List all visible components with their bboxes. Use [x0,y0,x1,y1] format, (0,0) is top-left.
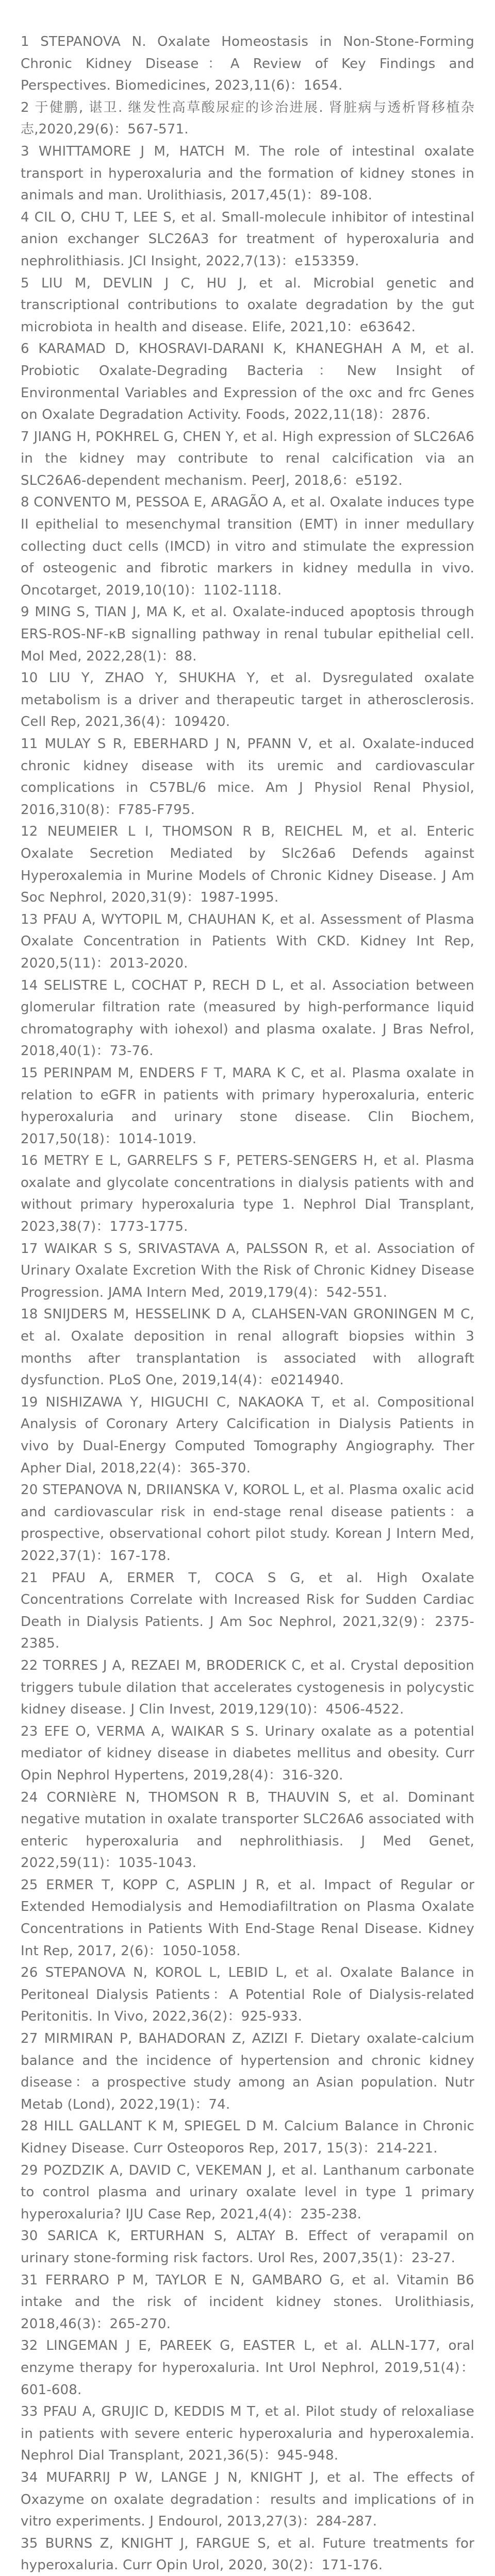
reference-item: 31 FERRARO P M, TAYLOR E N, GAMBARO G, et al. Vitamin B6 intake and the risk of incident kidney stones. Urolithiasis, 2018,46(3)：265-270. [21,2272,474,2332]
reference-item: 19 NISHIZAWA Y, HIGUCHI C, NAKAOKA T, et al. Compositional Analysis of Coronary Artery Calcification in Dialysis Patients in vivo by Dual-Energy Computed Tomography Angiography. Ther Apher Dial, 2018,22(4)：365-370. [21,1394,474,1476]
reference-item: 32 LINGEMAN J E, PAREEK G, EASTER L, et al. ALLN-177, oral enzyme therapy for hyperoxaluria. Int Urol Nephrol, 2019,51(4)：601-608. [21,2338,474,2398]
reference-item: 2 于健鹏, 谌卫. 继发性高草酸尿症的诊治进展. 肾脏病与透析肾移植杂志,2020,29(6)：567-571. [21,99,474,138]
reference-item: 33 PFAU A, GRUJIC D, KEDDIS M T, et al. Pilot study of reloxaliase in patients with severe enteric hyperoxaluria and hyperoxalemia. Nephrol Dial Transplant, 2021,36(5)：945-948. [21,2404,474,2464]
reference-item: 24 CORNIèRE N, THOMSON R B, THAUVIN S, et al. Dominant negative mutation in oxalate transporter SLC26A6 associated with enteric hyperoxaluria and nephrolithiasis. J Med Genet, 2022,59(11)：1035-1043. [21,1789,474,1871]
reference-item: 17 WAIKAR S S, SRIVASTAVA A, PALSSON R, et al. Association of Urinary Oxalate Excretion With the Risk of Chronic Kidney Disease Progression. JAMA Intern Med, 2019,179(4)：542-551. [21,1241,474,1300]
reference-item: 35 BURNS Z, KNIGHT J, FARGUE S, et al. Future treatments for hyperoxaluria. Curr Opin Urol, 2020, 30(2)：171-176. [21,2535,474,2573]
reference-item: 7 JIANG H, POKHREL G, CHEN Y, et al. High expression of SLC26A6 in the kidney may contribute to renal calcification via an SLC26A6-dependent mechanism. PeerJ, 2018,6：e5192. [21,429,474,488]
reference-item: 29 POZDZIK A, DAVID C, VEKEMAN J, et al. Lanthanum carbonate to control plasma and urinary oxalate level in type 1 primary hyperoxaluria? IJU Case Rep, 2021,4(4)：235-238. [21,2162,474,2222]
reference-item: 14 SELISTRE L, COCHAT P, RECH D L, et al. Association between glomerular filtration rate (measured by high-performance liquid chromatography with iohexol) and plasma oxalate. J Bras Nefrol, 2018,40(1)：73-76. [21,977,474,1059]
reference-item: 26 STEPANOVA N, KOROL L, LEBID L, et al. Oxalate Balance in Peritoneal Dialysis Patients：A Potential Role of Dialysis-related Peritonitis. In Vivo, 2022,36(2)：925-933. [21,1965,474,2025]
reference-item: 22 TORRES J A, REZAEI M, BRODERICK C, et al. Crystal deposition triggers tubule dilation that accelerates cystogenesis in polycystic kidney disease. J Clin Invest, 2019,129(10)：4506-4522. [21,1657,474,1718]
reference-item: 6 KARAMAD D, KHOSRAVI-DARANI K, KHANEGHAH A M, et al. Probiotic Oxalate-Degrading Bacteria：New Insight of Environmental Variables and Expression of the oxc and frc Genes on Oxalate Degradation Activity. Foods, 2022,11(18)：2876. [21,341,474,423]
reference-item: 3 WHITTAMORE J M, HATCH M. The role of intestinal oxalate transport in hyperoxaluria and the formation of kidney stones in animals and man. Urolithiasis, 2017,45(1)：89-108. [21,143,474,204]
reference-item: 4 CIL O, CHU T, LEE S, et al. Small-molecule inhibitor of intestinal anion exchanger SLC26A3 for treatment of hyperoxaluria and nephrolithiasis. JCI Insight, 2022,7(13)：e153359. [21,209,474,269]
reference-item: 8 CONVENTO M, PESSOA E, ARAGÃO A, et al. Oxalate induces type II epithelial to mesenchymal transition (EMT) in inner medullary collecting duct cells (IMCD) in vitro and stimulate the expression of osteogenic and fibrotic markers in kidney medulla in vivo. Oncotarget, 2019,10(10)：1102-1118. [21,495,474,598]
reference-item: 11 MULAY S R, EBERHARD J N, PFANN V, et al. Oxalate-induced chronic kidney disease with its uremic and cardiovascular complications in C57BL/6 mice. Am J Physiol Renal Physiol, 2016,310(8)：F785-F795. [21,736,474,818]
reference-item: 25 ERMER T, KOPP C, ASPLIN J R, et al. Impact of Regular or Extended Hemodialysis and Hemodiafiltration on Plasma Oxalate Concentrations in Patients With End-Stage Renal Disease. Kidney Int Rep, 2017, 2(6)：1050-1058. [21,1877,474,1959]
reference-item: 12 NEUMEIER L I, THOMSON R B, REICHEL M, et al. Enteric Oxalate Secretion Mediated by Slc26a6 Defends against Hyperoxalemia in Murine Models of Chronic Kidney Disease. J Am Soc Nephrol, 2020,31(9)：1987-1995. [21,824,474,906]
reference-list [21,31,474,2576]
reference-item: 13 PFAU A, WYTOPIL M, CHAUHAN K, et al. Assessment of Plasma Oxalate Concentration in Patients With CKD. Kidney Int Rep, 2020,5(11)：2013-2020. [21,911,474,971]
reference-item: 34 MUFARRIJ P W, LANGE J N, KNIGHT J, et al. The effects of Oxazyme on oxalate degradation：results and implications of in vitro experiments. J Endourol, 2013,27(3)：284-287. [21,2469,474,2530]
reference-item: 15 PERINPAM M, ENDERS F T, MARA K C, et al. Plasma oxalate in relation to eGFR in patients with primary hyperoxaluria, enteric hyperoxaluria and urinary stone disease. Clin Biochem, 2017,50(18)：1014-1019. [21,1065,474,1147]
reference-item: 21 PFAU A, ERMER T, COCA S G, et al. High Oxalate Concentrations Correlate with Increased Risk for Sudden Cardiac Death in Dialysis Patients. J Am Soc Nephrol, 2021,32(9)：2375-2385. [21,1570,474,1652]
reference-item: 20 STEPANOVA N, DRIIANSKA V, KOROL L, et al. Plasma oxalic acid and cardiovascular risk in end-stage renal disease patients：a prospective, observational cohort pilot study. Korean J Intern Med, 2022,37(1)：167-178. [21,1482,474,1564]
reference-item: 23 EFE O, VERMA A, WAIKAR S S. Urinary oxalate as a potential mediator of kidney disease in diabetes mellitus and obesity. Curr Opin Nephrol Hypertens, 2019,28(4)：316-320. [21,1723,474,1783]
reference-item: 10 LIU Y, ZHAO Y, SHUKHA Y, et al. Dysregulated oxalate metabolism is a driver and therapeutic target in atherosclerosis. Cell Rep, 2021,36(4)：109420. [21,670,474,730]
reference-item: 30 SARICA K, ERTURHAN S, ALTAY B. Effect of verapamil on urinary stone-forming risk factors. Urol Res, 2007,35(1)：23-27. [21,2228,474,2266]
reference-item: 16 METRY E L, GARRELFS S F, PETERS-SENGERS H, et al. Plasma oxalate and glycolate concentrations in dialysis patients with and without primary hyperoxaluria type 1. Nephrol Dial Transplant, 2023,38(7)：1773-1775. [21,1153,474,1235]
reference-item: 9 MING S, TIAN J, MA K, et al. Oxalate-induced apoptosis through ERS-ROS-NF-κB signalling pathway in renal tubular epithelial cell. Mol Med, 2022,28(1)：88. [21,604,474,664]
reference-item: 18 SNIJDERS M, HESSELINK D A, CLAHSEN-VAN GRONINGEN M C, et al. Oxalate deposition in renal allograft biopsies within 3 months after transplantation is associated with allograft dysfunction. PLoS One, 2019,14(4)：e0214940. [21,1307,474,1388]
reference-item: 1 STEPANOVA N. Oxalate Homeostasis in Non-Stone-Forming Chronic Kidney Disease：A Review of Key Findings and Perspectives. Biomedicines, 2023,11(6)：1654. [21,34,474,94]
reference-item: 27 MIRMIRAN P, BAHADORAN Z, AZIZI F. Dietary oxalate-calcium balance and the incidence of hypertension and chronic kidney disease：a prospective study among an Asian population. Nutr Metab (Lond), 2022,19(1)：74. [21,2031,474,2112]
reference-item: 28 HILL GALLANT K M, SPIEGEL D M. Calcium Balance in Chronic Kidney Disease. Curr Osteoporos Rep, 2017, 15(3)：214-221. [21,2119,474,2156]
reference-item: 5 LIU M, DEVLIN J C, HU J, et al. Microbial genetic and transcriptional contributions to oxalate degradation by the gut microbiota in health and disease. Elife, 2021,10：e63642. [21,275,474,335]
